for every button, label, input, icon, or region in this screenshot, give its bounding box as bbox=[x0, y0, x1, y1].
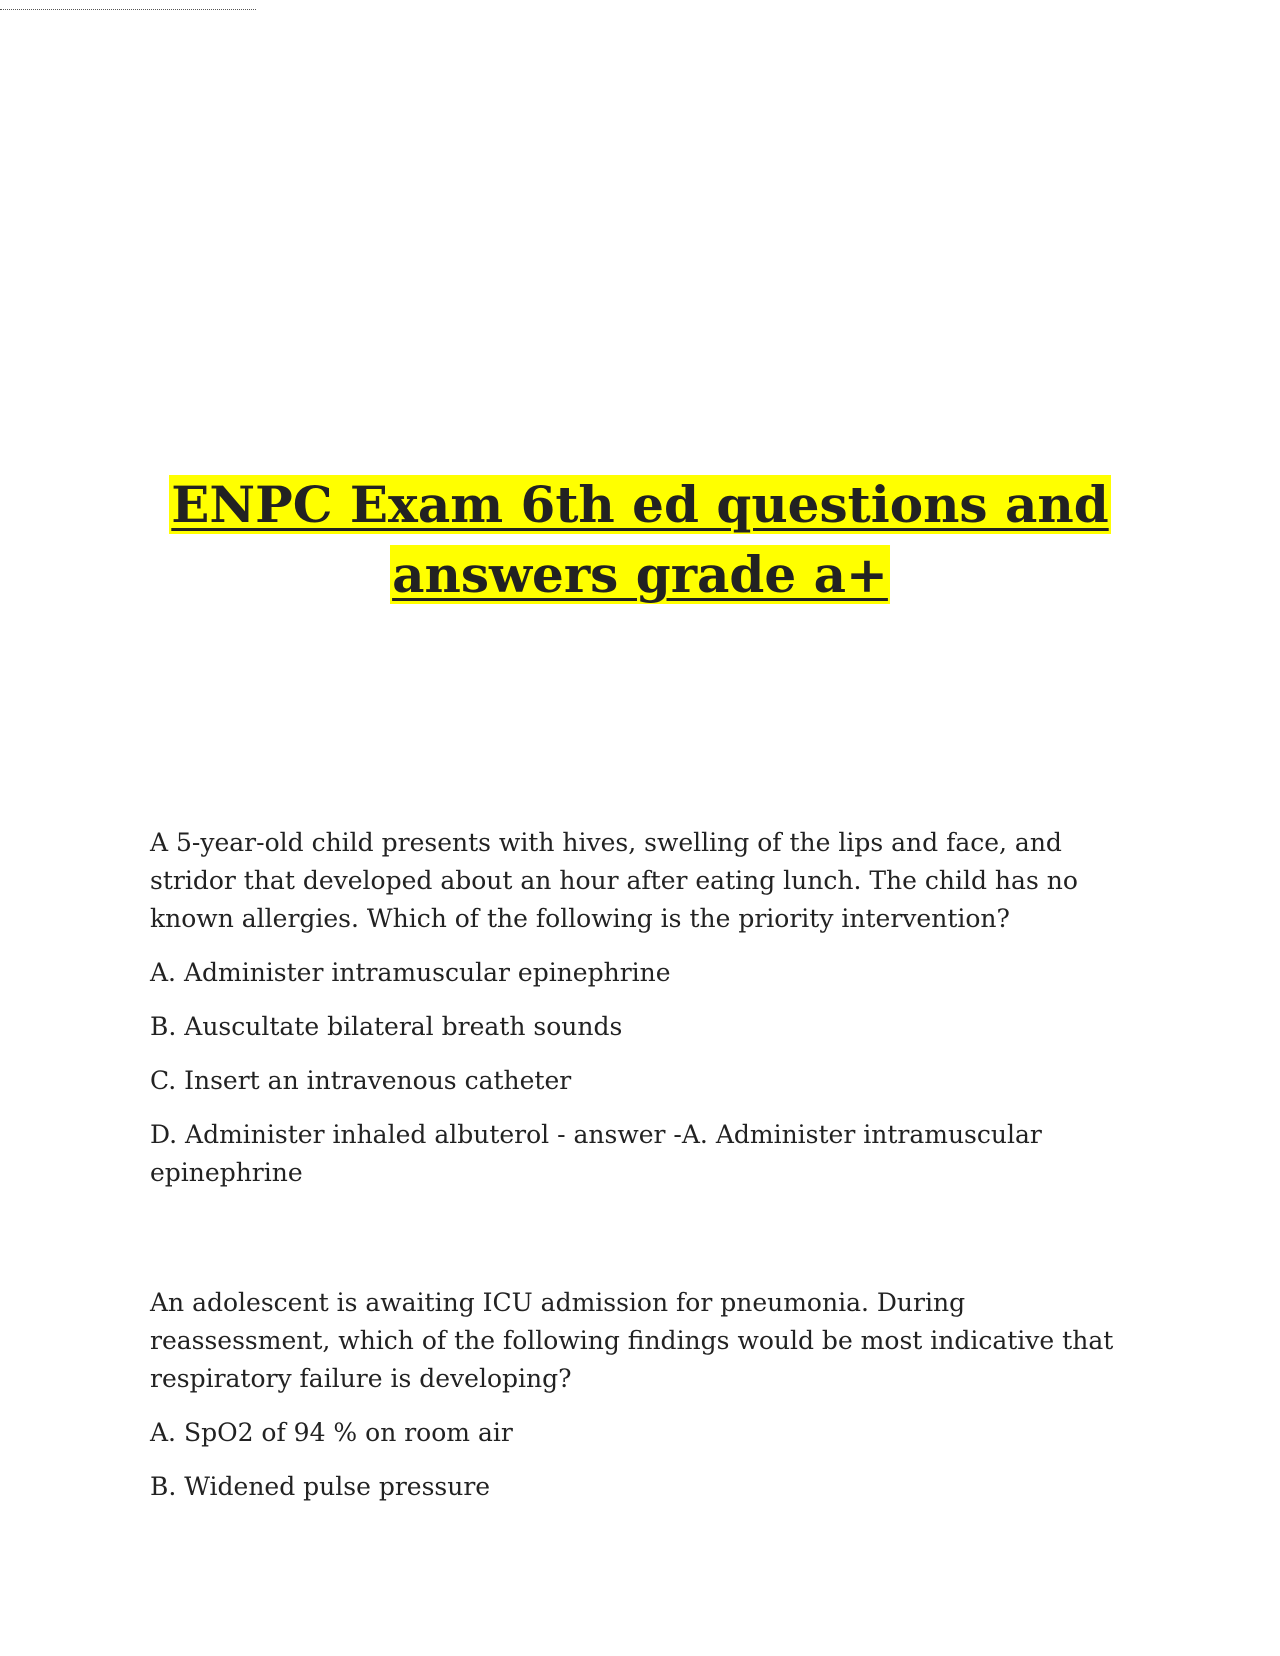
answer-option: A. Administer intramuscular epinephrine bbox=[150, 958, 671, 987]
answer-option: B. Auscultate bilateral breath sounds bbox=[150, 1012, 623, 1041]
document-title bbox=[100, 470, 1180, 610]
title-line-1: ENPC Exam 6th ed questions and bbox=[171, 475, 1109, 534]
answer-option: D. Administer inhaled albuterol - answer -A. Administer intramuscular epinephrine bbox=[150, 1120, 1042, 1187]
answer-option: A. SpO2 of 94 % on room air bbox=[150, 1418, 513, 1447]
document-body bbox=[150, 824, 1140, 1522]
question-text: A 5-year-old child presents with hives, swelling of the lips and face, and stridor that developed about an hour after eating lunch. The child has no known allergies. Which of the following is the priority intervention? bbox=[150, 828, 1078, 933]
question-text: An adolescent is awaiting ICU admission for pneumonia. During reassessment, which of the following findings would be most indicative that respiratory failure is developing? bbox=[150, 1288, 1114, 1393]
answer-option: B. Widened pulse pressure bbox=[150, 1472, 491, 1501]
answer-option: C. Insert an intravenous catheter bbox=[150, 1066, 572, 1095]
title-line-2: answers grade a+ bbox=[392, 545, 888, 604]
question-spacer bbox=[150, 1208, 1140, 1284]
question-2 bbox=[150, 1284, 1140, 1506]
header-divider bbox=[0, 9, 256, 10]
question-1 bbox=[150, 824, 1140, 1192]
